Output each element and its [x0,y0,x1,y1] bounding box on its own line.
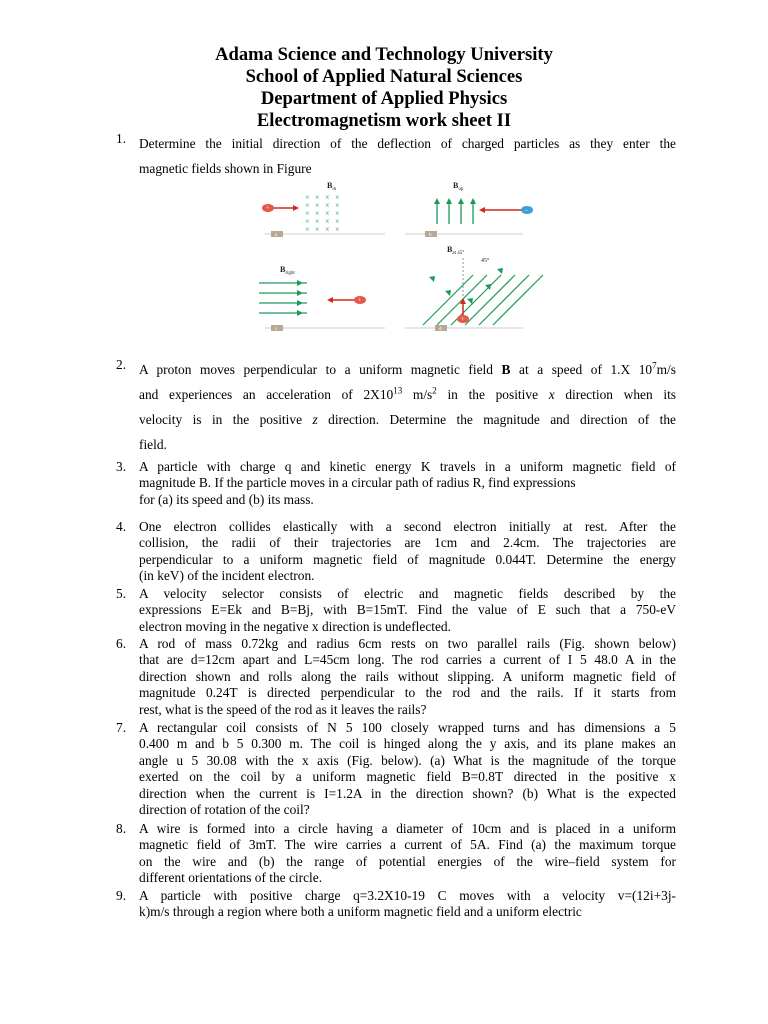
panel-tag-c-letter: c [275,327,278,332]
question-number: 9. [116,888,127,903]
question-text [139,357,676,382]
question-text: Determine the initial direction of the deflection of charged particles as they enter the [139,136,676,151]
text-run: velocity is in the positive [139,412,313,427]
field-into-page-mark: × [335,193,340,202]
department-name: Department of Applied Physics [260,88,508,109]
field-into-page-mark: × [305,217,310,226]
field-into-page-mark: × [305,201,310,210]
angle-label-d: 45° [481,258,490,264]
positive-charge-a-sign: + [266,206,270,212]
question-text: (in keV) of the incident electron. [139,568,315,584]
velocity-arrowhead-c [327,297,333,303]
question-text: electron moving in the negative x direction is undeflected. [139,618,451,634]
question-text: perpendicular to a uniform magnetic field of magnitude 0.044T. Determine the energy [139,551,676,567]
bold-symbol: B [501,362,511,377]
velocity-arrowhead-b [479,207,485,213]
text-run: and experiences an acceleration of 2X10 [139,387,394,402]
field-into-page-mark: × [305,193,310,202]
field-diagonal-arrowhead [497,268,503,274]
text-run: direction when its [554,387,676,402]
text-run: in the positive [436,387,549,402]
question-5 [116,586,676,635]
field-into-page-mark: × [335,201,340,210]
question-text: field. [139,437,167,452]
field-up-arrowhead [434,198,440,204]
field-into-page-mark: × [315,193,320,202]
field-into-page-mark: × [325,201,330,210]
field-into-page-mark: × [315,225,320,234]
text-run: m/s [656,362,676,377]
field-label-a: $B_{in}$ [327,181,337,192]
field-diagonal-arrowhead [467,298,473,304]
field-up-arrowhead [446,198,452,204]
field-diagonal-arrowhead [485,284,491,290]
field-into-page-mark: × [315,217,320,226]
university-name: Adama Science and Technology University [215,44,553,65]
question-text: magnitude B. If the particle moves in a circular path of radius R, find expressions [139,475,576,491]
question-number: 1. [116,131,127,146]
question-text: direction shown and rolls along the rails without slipping. A uniform magnetic field of [139,668,676,684]
question-number: 7. [116,720,127,735]
positive-charge-c-sign: + [358,298,362,304]
question-text: One electron collides elastically with a second electron initially at rest. After the [139,519,676,534]
magnetic-field-figure [255,180,529,335]
exponent: 13 [393,385,403,396]
question-text: rest, what is the speed of the rod as it leaves the rails? [139,701,427,717]
field-into-page-mark: × [325,217,330,226]
field-up-arrowhead [470,198,476,204]
field-into-page-mark: × [305,209,310,218]
question-text: direction when the current is I=1.2A in the direction shown? (b) What is the expected [139,785,676,801]
question-text: A rod of mass 0.72kg and radius 6cm rests on two parallel rails (Fig. shown below) [139,636,676,651]
negative-charge-b-sign: − [525,208,529,214]
field-into-page-mark: × [335,209,340,218]
exponent: 2 [432,385,437,396]
question-6 [116,636,676,718]
field-into-page-mark: × [315,201,320,210]
field-label-c: $B_{right}$ [280,265,295,276]
panel-tag-b-letter: b [429,233,432,238]
field-into-page-mark: × [315,209,320,218]
field-into-page-mark: × [335,225,340,234]
question-text: angle u 5 30.08 with the x axis (Fig. below). (a) What is the magnitude of the torque [139,752,676,768]
text-run: at a speed of 1.X 10 [510,362,653,377]
italic-symbol: x [548,387,555,402]
question-text: different orientations of the circle. [139,870,323,886]
field-into-page-mark: × [305,225,310,234]
velocity-arrowhead-a [293,205,299,211]
question-8 [116,821,676,887]
question-text: expressions E=Ek and B=Bj, with B=15mT. Find the value of E such that a 750-eV [139,602,676,618]
panel-tag-a-letter: a [275,233,278,238]
worksheet-title: Electromagnetism work sheet II [256,110,512,131]
question-text: magnitude 0.24T is directed perpendicular to the rod and the rails. If it starts from [139,685,676,701]
question-number: 2. [116,357,127,372]
field-into-page-mark: × [325,225,330,234]
question-text: for (a) its speed and (b) its mass. [139,491,314,507]
question-3 [116,459,676,508]
question-number: 6. [116,636,127,651]
question-1 [116,131,676,181]
field-diagonal-line [479,275,529,325]
question-number: 8. [116,821,127,836]
school-name: School of Applied Natural Sciences [245,66,523,87]
field-label-d: $B_{at 45^\circ}$ [447,245,465,256]
question-text: magnetic fields shown in Figure [139,161,312,176]
italic-symbol: z [312,412,318,427]
field-right-arrowhead [297,290,303,296]
worksheet-header [0,44,768,132]
field-into-page-mark: × [325,209,330,218]
question-text: A velocity selector consists of electric and magnetic fields described by the [139,586,676,601]
text-run: direction. Determine the magnitude and direction of the [317,412,677,427]
question-text [139,407,676,432]
field-up-arrowhead [458,198,464,204]
question-text: A particle with positive charge q=3.2X10-19 C moves with a velocity v=(12i+3j- [139,888,676,903]
question-text: k)m/s through a region where both a uniform magnetic field and a uniform electric [139,904,582,920]
text-run: A proton moves perpendicular to a uniform magnetic field [139,362,502,377]
question-text: A wire is formed into a circle having a diameter of 10cm and is placed in a uniform [139,821,676,836]
question-text: that are d=12cm apart and L=45cm long. The rod carries a current of I 5 48.0 A in the [139,652,676,668]
question-4 [116,519,676,585]
field-into-page-mark: × [335,217,340,226]
question-text: collision, the radii of their trajectories are 1cm and 2.4cm. The trajectories are [139,535,676,551]
question-text: A rectangular coil consists of N 5 100 closely wrapped turns and has dimensions a 5 [139,720,676,735]
field-right-arrowhead [297,280,303,286]
question-text: on the wire and (b) the range of potential energies of the wire–field system for [139,853,676,869]
field-diagonal-line [493,275,543,325]
field-right-arrowhead [297,310,303,316]
question-text [139,382,676,407]
exponent: 7 [652,360,657,371]
question-text: magnetic field of 3mT. The wire carries a current of 5A. Find (a) the maximum torque [139,837,676,853]
field-into-page-mark: × [325,193,330,202]
positive-charge-d-sign: + [461,317,465,323]
question-number: 5. [116,586,127,601]
text-run: m/s [402,387,433,402]
panel-tag-d-letter: d [439,327,442,332]
field-right-arrowhead [297,300,303,306]
question-7 [116,720,676,818]
question-text: direction of rotation of the coil? [139,802,310,818]
field-diagonal-arrowhead [445,290,451,296]
question-2 [116,357,676,457]
question-text: exerted on the coil by a uniform magnetic field B=0.8T directed in the positive x [139,769,676,785]
question-number: 4. [116,519,127,534]
question-number: 3. [116,459,127,474]
question-text: A particle with charge q and kinetic energy K travels in a uniform magnetic field of [139,459,676,474]
field-label-b: $B_{up}$ [453,181,464,192]
question-text: 0.400 m and b 5 0.300 m. The coil is hinged along the y axis, and its plane makes an [139,736,676,752]
question-9 [116,888,676,921]
field-diagonal-arrowhead [429,276,435,282]
field-diagrams-svg [255,180,529,335]
